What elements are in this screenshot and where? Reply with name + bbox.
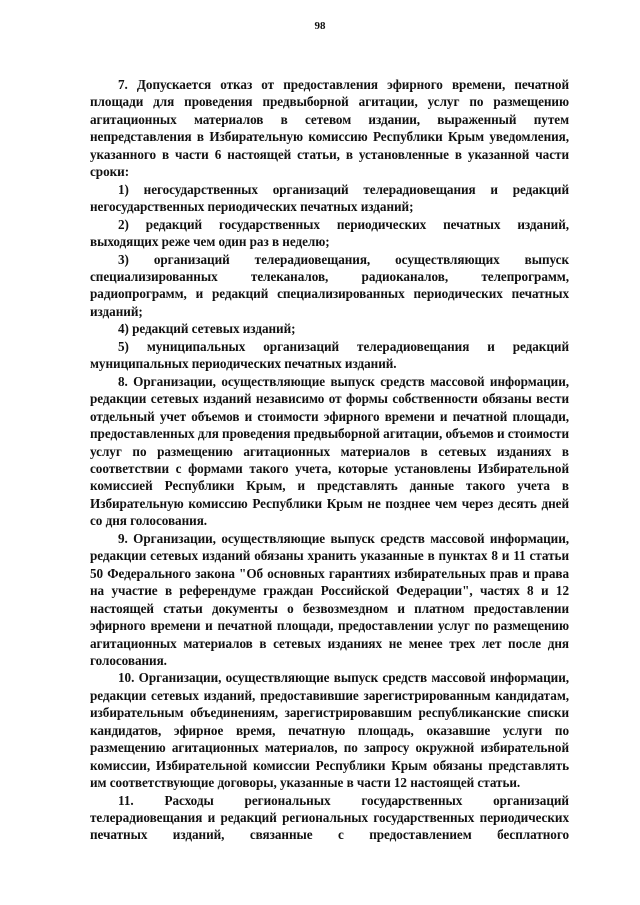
document-text (90, 76, 569, 844)
list-item-5: 5) муниципальных организаций телерадиовещания и редакций муниципальных периодических печатных изданий. (90, 338, 569, 372)
list-item-3: 3) организаций телерадиовещания, осуществляющих выпуск специализированных телеканалов, радиоканалов, телепрограмм, радиопрограмм, и редакций специализированных периодических печатных изданий; (90, 251, 569, 319)
paragraph-11: 11. Расходы региональных государственных организаций телерадиовещания и редакций региональных государственных периодических печатных изданий, связанные с предоставлением бесплатного (90, 792, 569, 843)
paragraph-10: 10. Организации, осуществляющие выпуск средств массовой информации, редакции сетевых изданий, предоставившие зарегистрированным кандидатам, избирательным объединениям, зарегистрировавшим республиканские списки кандидатов, эфирное время, печатную площадь, оказавшие услуги по размещению агитационных материалов, по запросу окружной избирательной комиссии, Избирательной комиссии Республики Крым обязаны представлять им соответствующие договоры, указанные в части 12 настоящей статьи. (90, 670, 569, 791)
paragraph-9: 9. Организации, осуществляющие выпуск средств массовой информации, редакции сетевых изданий обязаны хранить указанные в пунктах 8 и 11 статьи 50 Федерального закона "Об основных гарантиях избирательных прав и права на участие в референдуме граждан Российской Федерации", частях 8 и 12 настоящей статьи документы о безвозмездном и платном предоставлении эфирного времени и печатной площади, предоставлении услуг по размещению агитационных материалов в сетевых изданиях не менее трех лет после дня голосования. (90, 530, 569, 668)
paragraph-7: 7. Допускается отказ от предоставления эфирного времени, печатной площади для проведения предвыборной агитации, услуг по размещению агитационных материалов в сетевом издании, выраженный путем непредставления в Избирательную комиссию Республики Крым уведомления, указанного в части 6 настоящей статьи, в установленные в указанной части сроки: (90, 77, 569, 180)
list-item-2: 2) редакций государственных периодических печатных изданий, выходящих реже чем один раз в неделю; (90, 216, 569, 250)
page-number: 98 (314, 20, 326, 32)
paragraph-8: 8. Организации, осуществляющие выпуск средств массовой информации, редакции сетевых изданий независимо от формы собственности обязаны вести отдельный учет объемов и стоимости эфирного времени и печатной площади, предоставленных для проведения предвыборной агитации, объемов и стоимости услуг по размещению агитационных материалов в сетевых изданиях в соответствии с формами такого учета, которые установлены Избирательной комиссией Республики Крым, и представлять данные такого учета в Избирательную комиссию Республики Крым не позднее чем через десять дней со дня голосования. (90, 373, 569, 529)
list-item-4: 4) редакций сетевых изданий; (118, 321, 296, 337)
list-item-1: 1) негосударственных организаций телерадиовещания и редакций негосударственных периодических печатных изданий; (90, 181, 569, 215)
